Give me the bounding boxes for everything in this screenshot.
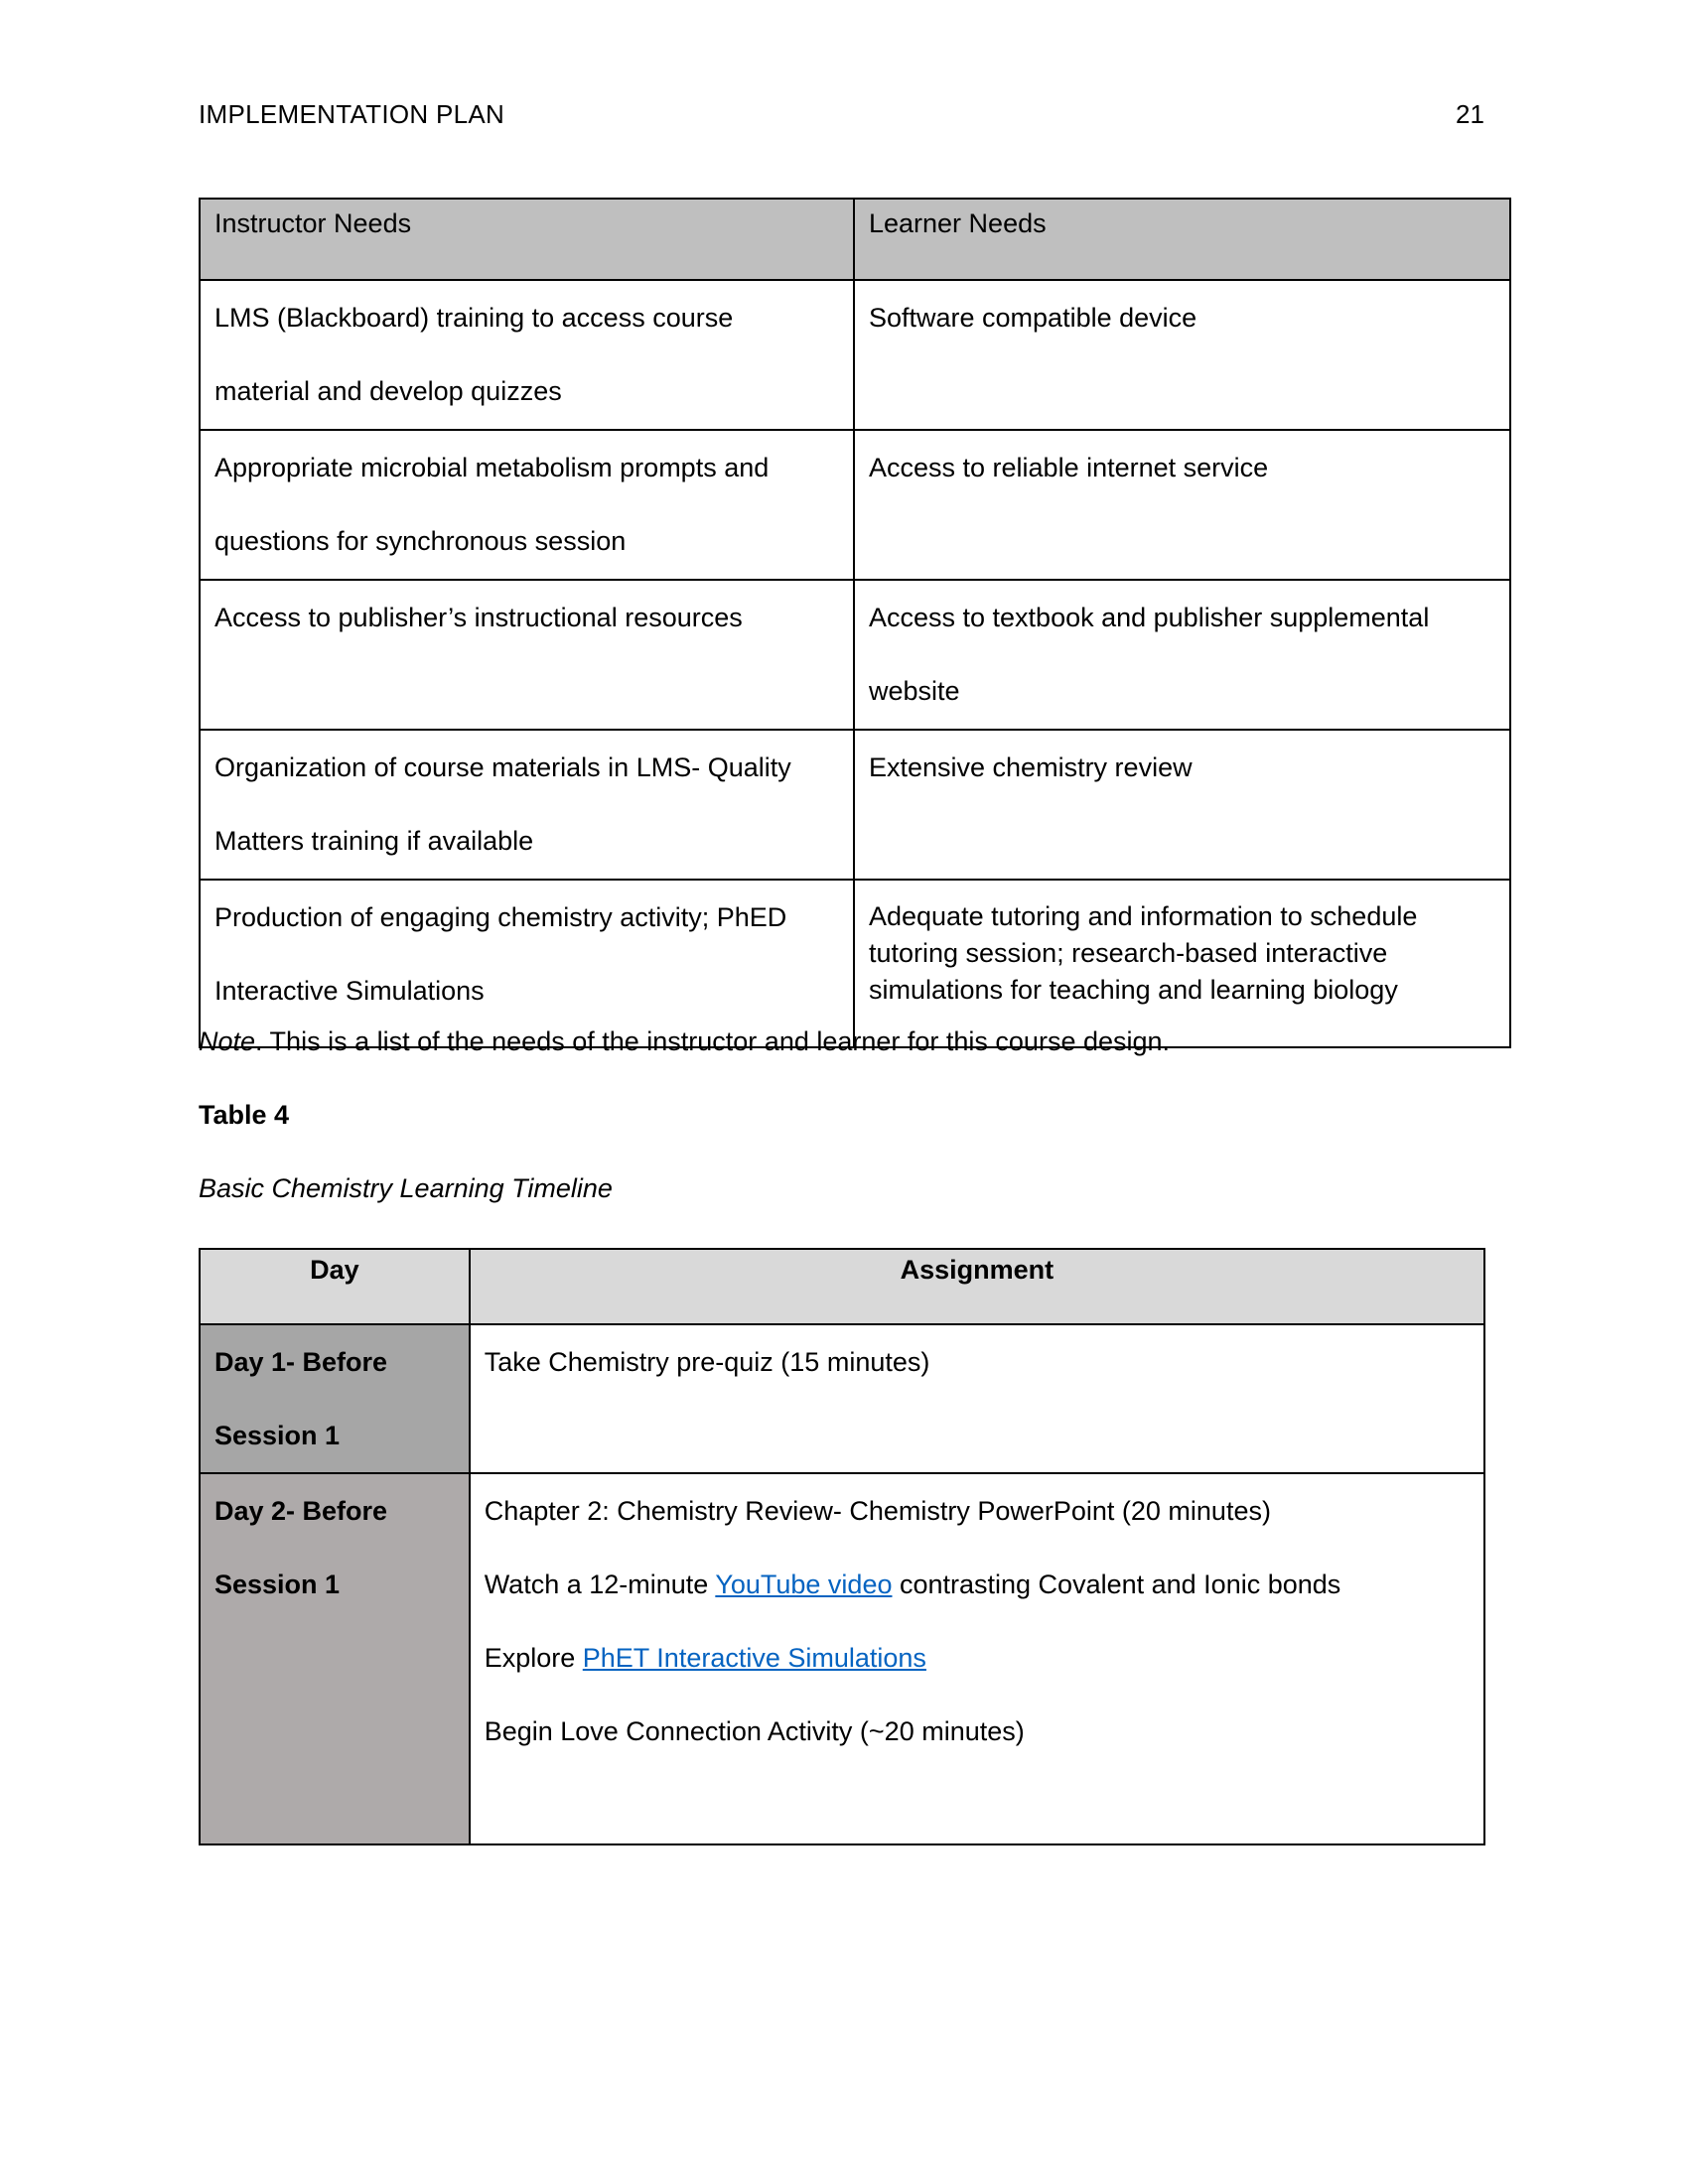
day-cell xyxy=(200,1473,470,1844)
learner-need-cell xyxy=(854,580,1510,730)
learner-need-cell xyxy=(854,280,1510,430)
assignment-cell xyxy=(470,1473,1484,1844)
cell-line: Day 1- Before xyxy=(214,1347,388,1377)
cell-line: material and develop quizzes xyxy=(214,376,562,406)
day-header: Day xyxy=(200,1249,470,1324)
learner-needs-header: Learner Needs xyxy=(854,199,1510,280)
table-row xyxy=(200,880,1510,1047)
cell-line: Software compatible device xyxy=(868,303,1197,333)
learner-need-cell xyxy=(854,880,1510,1047)
page-number: 21 xyxy=(1456,99,1484,129)
note-text: . This is a list of the needs of the instructor and learner for this course design. xyxy=(255,1026,1171,1056)
instructor-need-cell xyxy=(200,880,854,1047)
cell-line: Production of engaging chemistry activity; PhED xyxy=(214,902,787,932)
text-segment: contrasting Covalent and Ionic bonds xyxy=(892,1570,1341,1599)
needs-table xyxy=(199,198,1511,1048)
text-segment: Watch a 12-minute xyxy=(484,1570,716,1599)
running-head: IMPLEMENTATION PLAN xyxy=(199,99,505,129)
table-note xyxy=(199,1026,1170,1057)
table-row xyxy=(200,280,1510,430)
timeline-table xyxy=(199,1248,1485,1845)
cell-line: tutoring session; research-based interactive xyxy=(868,938,1388,968)
cell-line: Session 1 xyxy=(214,1421,341,1450)
needs-header-row xyxy=(200,199,1510,280)
instructor-need-cell xyxy=(200,280,854,430)
cell-line: Interactive Simulations xyxy=(214,976,485,1006)
table-row xyxy=(200,1324,1484,1473)
learner-need-cell xyxy=(854,430,1510,580)
cell-line: website xyxy=(868,676,960,706)
cell-line: Day 2- Before xyxy=(214,1496,388,1526)
youtube-video-link[interactable]: YouTube video xyxy=(715,1570,893,1599)
table-row xyxy=(200,1473,1484,1844)
text-segment: Explore xyxy=(484,1643,583,1673)
instructor-need-cell xyxy=(200,730,854,880)
cell-line: Adequate tutoring and information to schedule xyxy=(868,901,1418,931)
cell-line: Organization of course materials in LMS- Quality xyxy=(214,752,791,782)
instructor-needs-header: Instructor Needs xyxy=(200,199,854,280)
table-row xyxy=(200,730,1510,880)
timeline-header-row xyxy=(200,1249,1484,1324)
instructor-need-cell xyxy=(200,430,854,580)
cell-line: Begin Love Connection Activity (~20 minutes) xyxy=(484,1716,1025,1746)
cell-line: Matters training if available xyxy=(214,826,534,856)
assignment-header: Assignment xyxy=(470,1249,1484,1324)
cell-line: Access to publisher’s instructional resources xyxy=(214,603,743,632)
cell-line: Session 1 xyxy=(214,1570,341,1599)
table-row xyxy=(200,430,1510,580)
cell-line: Appropriate microbial metabolism prompts and xyxy=(214,453,770,482)
phet-simulations-link[interactable]: PhET Interactive Simulations xyxy=(582,1643,926,1673)
instructor-need-cell xyxy=(200,580,854,730)
learner-need-cell xyxy=(854,730,1510,880)
cell-line: LMS (Blackboard) training to access course xyxy=(214,303,734,333)
day-cell xyxy=(200,1324,470,1473)
cell-line: Access to reliable internet service xyxy=(868,453,1269,482)
table-label: Table 4 xyxy=(199,1100,290,1130)
cell-line: Chapter 2: Chemistry Review- Chemistry PowerPoint (20 minutes) xyxy=(484,1496,1271,1526)
cell-line: Take Chemistry pre-quiz (15 minutes) xyxy=(484,1347,930,1377)
cell-line: simulations for teaching and learning biology xyxy=(868,975,1398,1005)
cell-line: Extensive chemistry review xyxy=(868,752,1193,782)
cell-line: Access to textbook and publisher supplemental xyxy=(868,603,1430,632)
assignment-cell xyxy=(470,1324,1484,1473)
table-row xyxy=(200,580,1510,730)
cell-line: questions for synchronous session xyxy=(214,526,627,556)
table-title: Basic Chemistry Learning Timeline xyxy=(199,1173,613,1203)
cell-line xyxy=(485,1621,1470,1695)
cell-line xyxy=(485,1548,1470,1621)
note-label: Note xyxy=(199,1026,256,1056)
